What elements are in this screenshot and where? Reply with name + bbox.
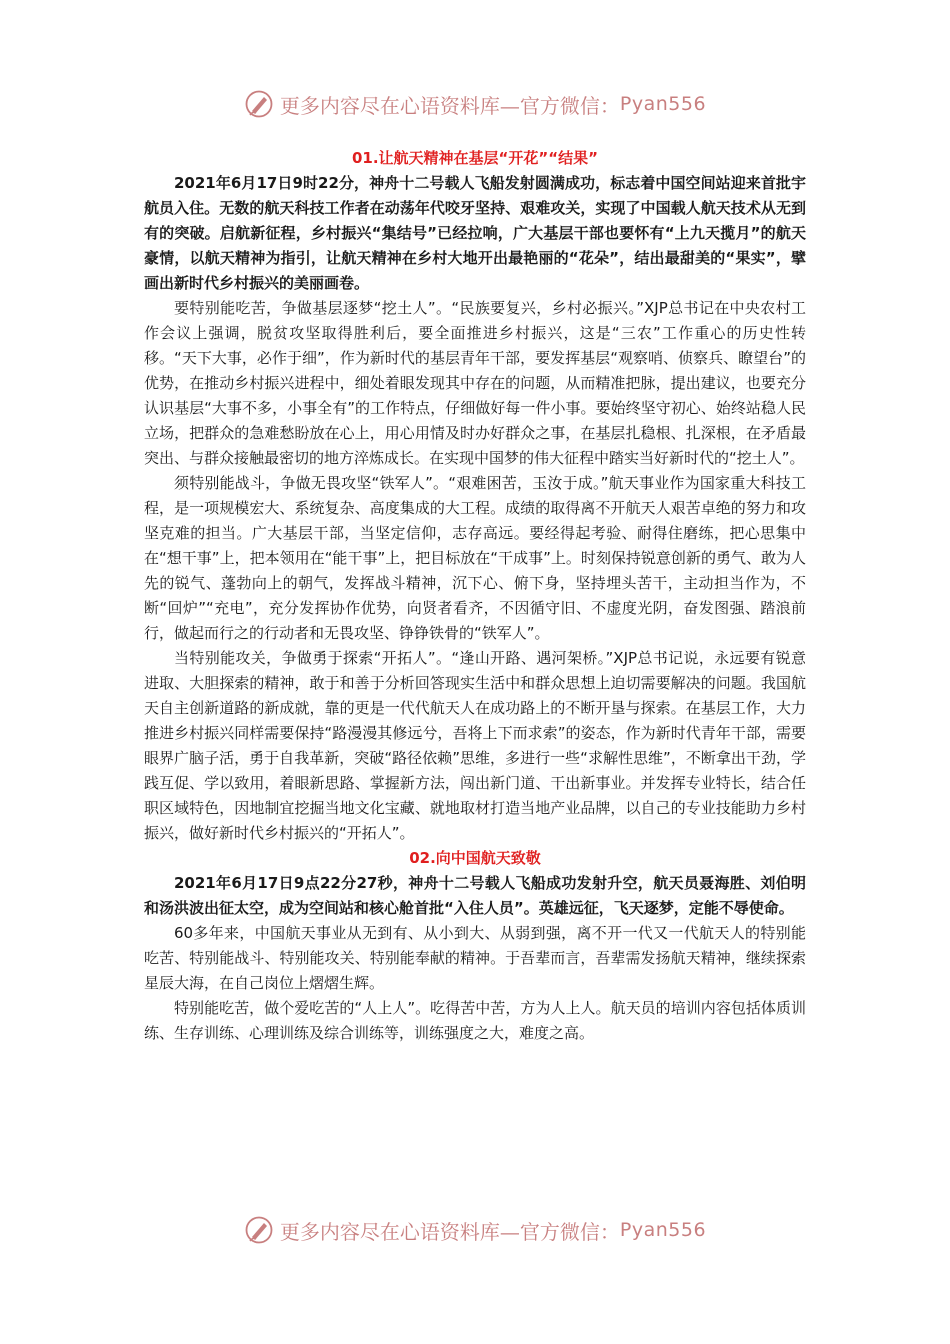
section-1-lead: 2021年6月17日9时22分，神舟十二号载人飞船发射圆满成功，标志着中国空间站迎来首批宇航员入住。无数的航天科技工作者在动荡年代咬牙坚持、艰难攻关，实现了中国载人航天技术从无到有的突破。启航新征程，乡村振兴“集结号”已经拉响，广大基层干部也要怀有“上九天揽月”的航天豪情，以航天精神为指引，让航天精神在乡村大地开出最艳丽的“花朵”，结出最甜美的“果实”，擘画出新时代乡村振兴的美丽画卷。: [144, 174, 806, 292]
section-1-paragraph-1: 要特别能吃苦，争做基层逐梦“挖土人”。“民族要复兴，乡村必振兴。”XJP总书记在中央农村工作会议上强调，脱贫攻坚取得胜利后，要全面推进乡村振兴，这是“三农”工作重心的历史性转移。“天下大事，必作于细”，作为新时代的基层青年干部，要发挥基层“观察哨、侦察兵、瞭望台”的优势，在推动乡村振兴进程中，细处着眼发现其中存在的问题，从而精准把脉，提出建议，也要充分认识基层“大事不多，小事全有”的工作特点，仔细做好每一件小事。要始终坚守初心、始终站稳人民立场，把群众的急难愁盼放在心上，用心用情及时办好群众之事，在基层扎稳根、扎深根，在矛盾最突出、与群众接触最密切的地方淬炼成长。在实现中国梦的伟大征程中踏实当好新时代的“挖土人”。: [144, 299, 806, 467]
section-2-paragraph-2: 特别能吃苦，做个爱吃苦的“人上人”。吃得苦中苦，方为人上人。航天员的培训内容包括体质训练、生存训练、心理训练及综合训练等，训练强度之大，难度之高。: [144, 999, 806, 1042]
watermark-text: 更多内容尽在心语资料库—官方微信：: [279, 93, 620, 118]
article-body: [144, 146, 806, 1046]
pen-logo-icon: [244, 89, 274, 119]
watermark-handle: Pyan556: [619, 1219, 707, 1241]
watermark-text: 更多内容尽在心语资料库—官方微信：: [279, 1219, 620, 1244]
section-1-paragraph-3: 当特别能攻关，争做勇于探索“开拓人”。“逢山开路、遇河架桥。”XJP总书记说，永远要有锐意进取、大胆探索的精神，敢于和善于分析回答现实生活中和群众思想上迫切需要解决的问题。我国航天自主创新道路的新成就，靠的更是一代代航天人在成功路上的不断开垦与探索。在基层工作，大力推进乡村振兴同样需要保持“路漫漫其修远兮，吾将上下而求索”的姿态，作为新时代青年干部，需要眼界广脑子活，勇于自我革新，突破“路径依赖”思维，多进行一些“求解性思维”，不断拿出干劲，学践互促、学以致用，着眼新思路、掌握新方法，闯出新门道、干出新事业。并发挥专业特长，结合任职区域特色，因地制宜挖掘当地文化宝藏、就地取材打造当地产业品牌，以自己的专业技能助力乡村振兴，做好新时代乡村振兴的“开拓人”。: [144, 649, 806, 842]
section-1-paragraph-2: 须特别能战斗，争做无畏攻坚“铁军人”。“艰难困苦，玉汝于成。”航天事业作为国家重大科技工程，是一项规模宏大、系统复杂、高度集成的大工程。成绩的取得离不开航天人艰苦卓绝的努力和攻坚克难的担当。广大基层干部，当坚定信仰，志存高远。要经得起考验、耐得住磨练，把心思集中在“想干事”上，把本领用在“能干事”上，把目标放在“干成事”上。时刻保持锐意创新的勇气、敢为人先的锐气、蓬勃向上的朝气，发挥战斗精神，沉下心、俯下身，坚持埋头苦干，主动担当作为，不断“回炉”“充电”，充分发挥协作优势，向贤者看齐，不因循守旧、不虚度光阴，奋发图强、踏浪前行，做起而行之的行动者和无畏攻坚、铮铮铁骨的“铁军人”。: [144, 474, 806, 642]
section-2-lead: 2021年6月17日9点22分27秒，神舟十二号载人飞船成功发射升空，航天员聂海胜、刘伯明和汤洪波出征太空，成为空间站和核心舱首批“入住人员”。英雄远征，飞天逐梦，定能不辱使命。: [144, 874, 806, 917]
section-2-paragraph-1: 60多年来，中国航天事业从无到有、从小到大、从弱到强，离不开一代又一代航天人的特别能吃苦、特别能战斗、特别能攻关、特别能奉献的精神。于吾辈而言，吾辈需发扬航天精神，继续探索星辰大海，在自己岗位上熠熠生辉。: [144, 924, 806, 992]
watermark-handle: Pyan556: [619, 93, 707, 115]
pen-logo-icon: [244, 1215, 274, 1245]
footer-watermark: [0, 1210, 950, 1250]
section-2-title: 02.向中国航天致敬: [409, 849, 541, 867]
section-1-title: 01.让航天精神在基层“开花”“结果”: [351, 149, 598, 167]
header-watermark: [0, 84, 950, 124]
